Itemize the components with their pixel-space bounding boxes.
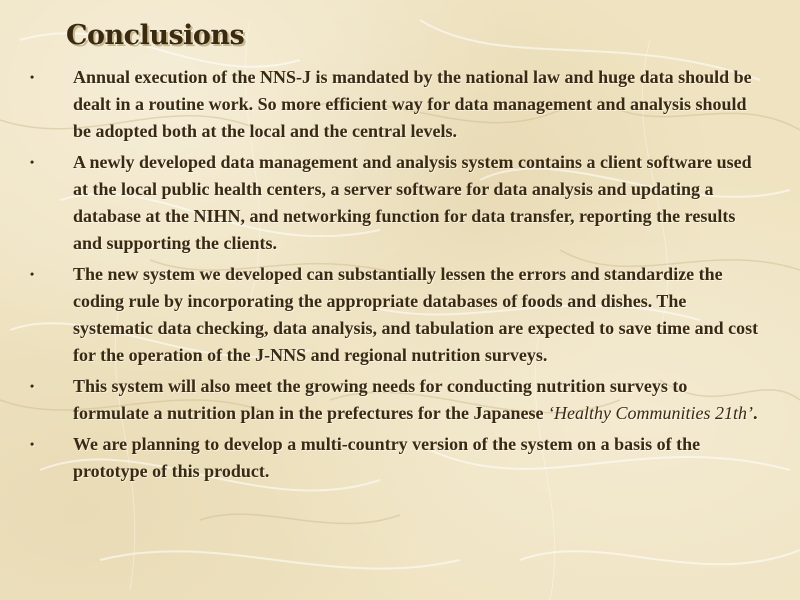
- slide-title: Conclusions: [66, 20, 245, 51]
- bullet-item: [30, 431, 760, 485]
- bullet-text: We are planning to develop a multi-country version of the system on a basis of the prototype of this product.: [73, 434, 701, 481]
- bullet-dot-icon: •: [30, 437, 35, 451]
- bullet-item: [30, 373, 760, 427]
- bullet-dot-icon: •: [30, 155, 35, 169]
- bullet-dot-icon: •: [30, 267, 35, 281]
- bullet-text: A newly developed data management and analysis system contains a client software used at the local public health centers, a server software for data analysis and updating a database at the NIHN, and networking function for data transfer, reporting the results and supporting the clients.: [73, 152, 752, 253]
- bullet-list: [30, 64, 760, 489]
- bullet-text: The new system we developed can substantially lessen the errors and standardize the coding rule by incorporating the appropriate databases of foods and dishes. The systematic data checking, data analysis, and tabulation are expected to save time and cost for the operation of the J-NNS and regional nutrition surveys.: [73, 264, 759, 365]
- bullet-text: Annual execution of the NNS-J is mandated by the national law and huge data should be dealt in a routine work. So more efficient way for data management and analysis should be adopted both at the local and the central levels.: [73, 67, 752, 141]
- bullet-item: [30, 149, 760, 257]
- bullet-text-end: .: [752, 403, 758, 423]
- bullet-text: This system will also meet the growing needs for conducting nutrition surveys to formulate a nutrition plan in the prefectures for the Japanese: [73, 376, 688, 423]
- bullet-item: [30, 261, 760, 369]
- bullet-dot-icon: •: [30, 379, 35, 393]
- bullet-item: [30, 64, 760, 145]
- bullet-text-italic: ‘Healthy Communities 21th’: [547, 403, 753, 423]
- bullet-dot-icon: •: [30, 70, 35, 84]
